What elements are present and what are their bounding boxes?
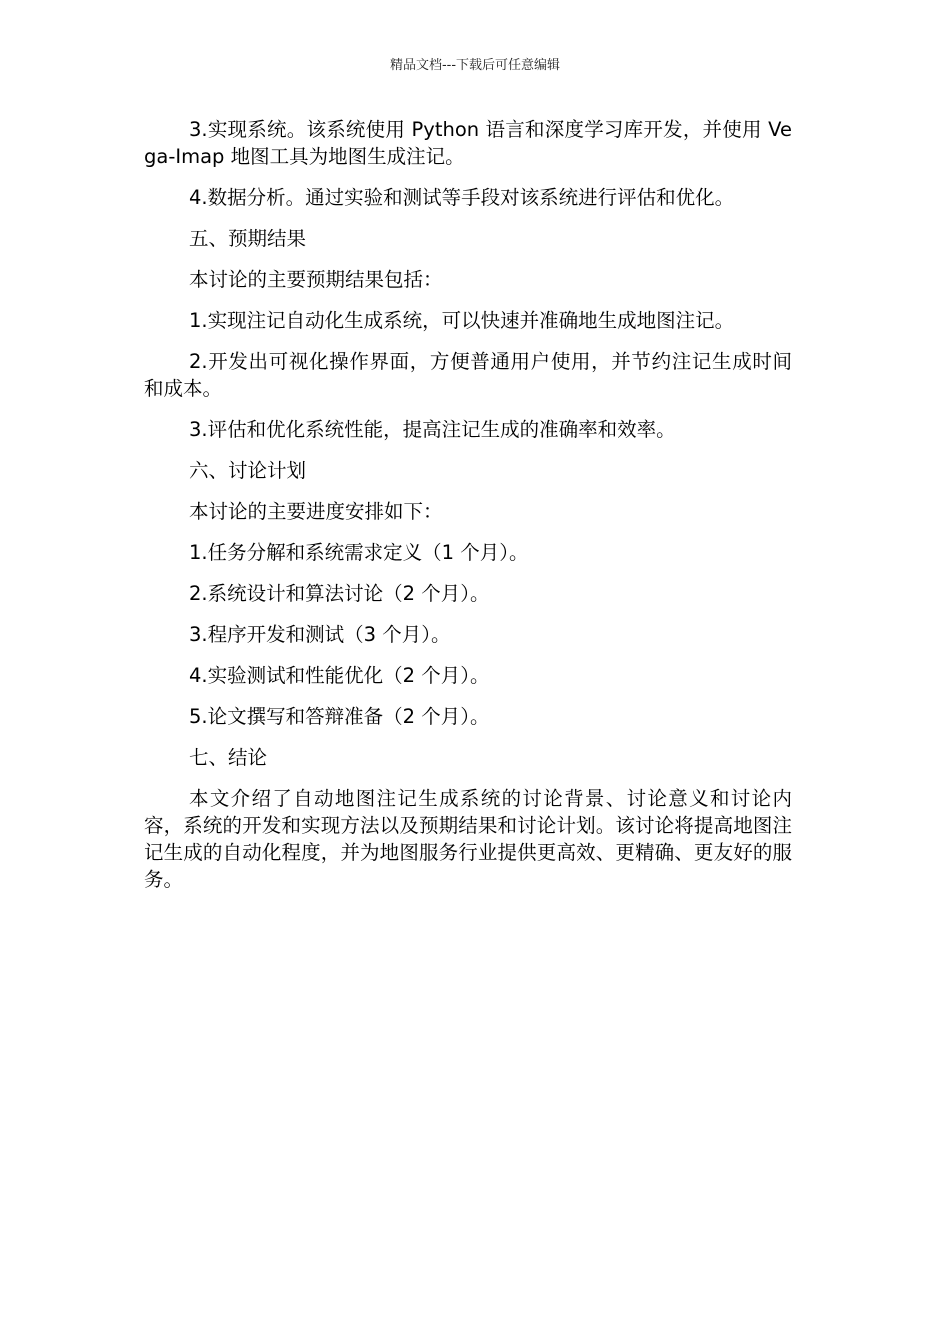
section-heading-conclusion: 七、结论 — [189, 746, 268, 769]
section-heading-expected-results: 五、预期结果 — [189, 227, 307, 250]
paragraph-result-1: 1.实现注记自动化生成系统，可以快速并准确地生成地图注记。 — [189, 309, 735, 332]
paragraph-plan-2: 2.系统设计和算法讨论（2 个月）。 — [189, 582, 490, 605]
paragraph-plan-3: 3.程序开发和测试（3 个月）。 — [189, 623, 451, 646]
section-heading-plan: 六、讨论计划 — [189, 459, 307, 482]
paragraph-plan-4: 4.实验测试和性能优化（2 个月）。 — [189, 664, 490, 687]
paragraph-plan-intro: 本讨论的主要进度安排如下： — [189, 500, 443, 523]
paragraph-plan-5: 5.论文撰写和答辩准备（2 个月）。 — [189, 705, 490, 728]
document-body — [144, 116, 792, 907]
page-header: 精品文档---下载后可任意编辑 — [389, 58, 561, 73]
paragraph-results-intro: 本讨论的主要预期结果包括： — [189, 268, 443, 291]
paragraph-step-3: 3.实现系统。该系统使用 Python 语言和深度学习库开发，并使用 Vega-Imap 地图工具为地图生成注记。 — [144, 118, 792, 168]
paragraph-plan-1: 1.任务分解和系统需求定义（1 个月）。 — [189, 541, 529, 564]
paragraph-conclusion: 本文介绍了自动地图注记生成系统的讨论背景、讨论意义和讨论内容，系统的开发和实现方法以及预期结果和讨论计划。该讨论将提高地图注记生成的自动化程度，并为地图服务行业提供更高效、更精确、更友好的服务。 — [144, 787, 792, 891]
paragraph-result-3: 3.评估和优化系统性能，提高注记生成的准确率和效率。 — [189, 418, 676, 441]
paragraph-result-2: 2.开发出可视化操作界面，方便普通用户使用，并节约注记生成时间和成本。 — [144, 350, 792, 400]
paragraph-step-4: 4.数据分析。通过实验和测试等手段对该系统进行评估和优化。 — [189, 186, 735, 209]
